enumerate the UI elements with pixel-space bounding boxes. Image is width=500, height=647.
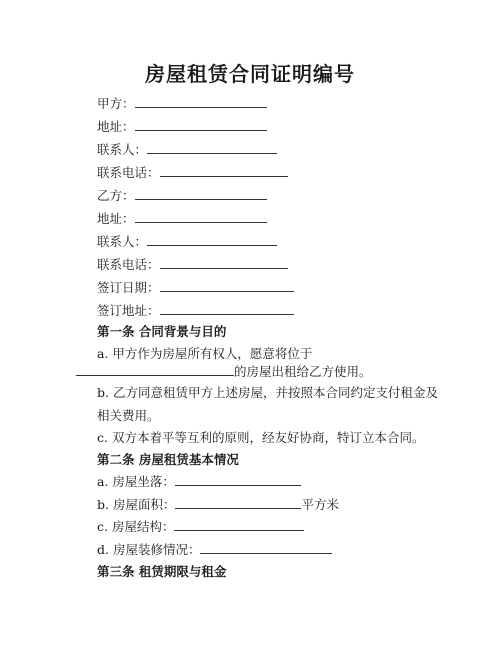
party-a-phone-blank[interactable] (160, 162, 288, 177)
article2-b-line (97, 494, 339, 516)
area-unit: 平方米 (301, 497, 339, 512)
article2-b-label: b. 房屋面积： (97, 497, 176, 512)
article1-a-prefix: a. 甲方作为房屋所有权人，愿意将位于 (97, 346, 313, 361)
party-b-contact-line (97, 231, 277, 253)
party-a-phone-line (97, 162, 288, 184)
party-a-address-line (97, 116, 267, 138)
article2-d-label: d. 房屋装修情况： (97, 542, 201, 557)
party-b-name-line (97, 185, 267, 207)
article1-c-line: c. 双方本着平等互利的原则，经友好协商，特订立本合同。 (97, 430, 425, 445)
article2-c-line (97, 516, 304, 538)
sign-place-label: 签订地址： (97, 303, 160, 318)
party-a-phone-label: 联系电话： (97, 165, 160, 180)
sign-date-label: 签订日期： (97, 280, 160, 295)
article1-b-paragraph: b. 乙方同意租赁甲方上述房屋，并按照本合同约定支付租金及相关费用。 (97, 385, 438, 423)
party-b-address-label: 地址： (97, 211, 135, 226)
article1-heading: 第一条 合同背景与目的 (97, 324, 227, 339)
article3-heading: 第三条 租赁期限与租金 (97, 564, 227, 579)
party-b-address-blank[interactable] (135, 208, 267, 223)
party-b-phone-blank[interactable] (160, 254, 288, 269)
sign-place-line (97, 300, 294, 322)
party-b-name-blank[interactable] (135, 185, 267, 200)
party-b-name-label: 乙方： (97, 188, 135, 203)
article2-c-label: c. 房屋结构： (97, 519, 175, 534)
sign-date-blank[interactable] (160, 277, 294, 292)
party-a-address-blank[interactable] (135, 116, 267, 131)
party-a-contact-blank[interactable] (147, 139, 277, 154)
article1-a-continuation (76, 360, 426, 383)
party-b-contact-label: 联系人： (97, 234, 148, 249)
party-a-address-label: 地址： (97, 119, 135, 134)
article1-a-suffix: 的房屋出租给乙方使用。 (234, 364, 372, 379)
article1-location-blank[interactable] (76, 361, 234, 376)
party-b-phone-line (97, 254, 288, 276)
article2-heading: 第二条 房屋租赁基本情况 (97, 452, 239, 467)
party-b-phone-label: 联系电话： (97, 257, 160, 272)
article2-a-label: a. 房屋坐落： (97, 474, 175, 489)
party-a-contact-label: 联系人： (97, 142, 148, 157)
article2-d-line (97, 539, 332, 561)
party-a-name-blank[interactable] (135, 93, 267, 108)
article2-a-line (97, 471, 301, 493)
sign-date-line (97, 277, 294, 299)
party-a-contact-line (97, 139, 277, 161)
house-decoration-blank[interactable] (200, 539, 332, 554)
document-title: 房屋租赁合同证明编号 (145, 62, 355, 86)
party-a-name-label: 甲方： (97, 96, 135, 111)
party-b-contact-blank[interactable] (147, 231, 277, 246)
party-a-name-line (97, 93, 267, 115)
house-location-blank[interactable] (175, 471, 301, 486)
house-area-blank[interactable] (175, 494, 301, 509)
house-structure-blank[interactable] (174, 516, 304, 531)
party-b-address-line (97, 208, 267, 230)
sign-place-blank[interactable] (160, 300, 294, 315)
